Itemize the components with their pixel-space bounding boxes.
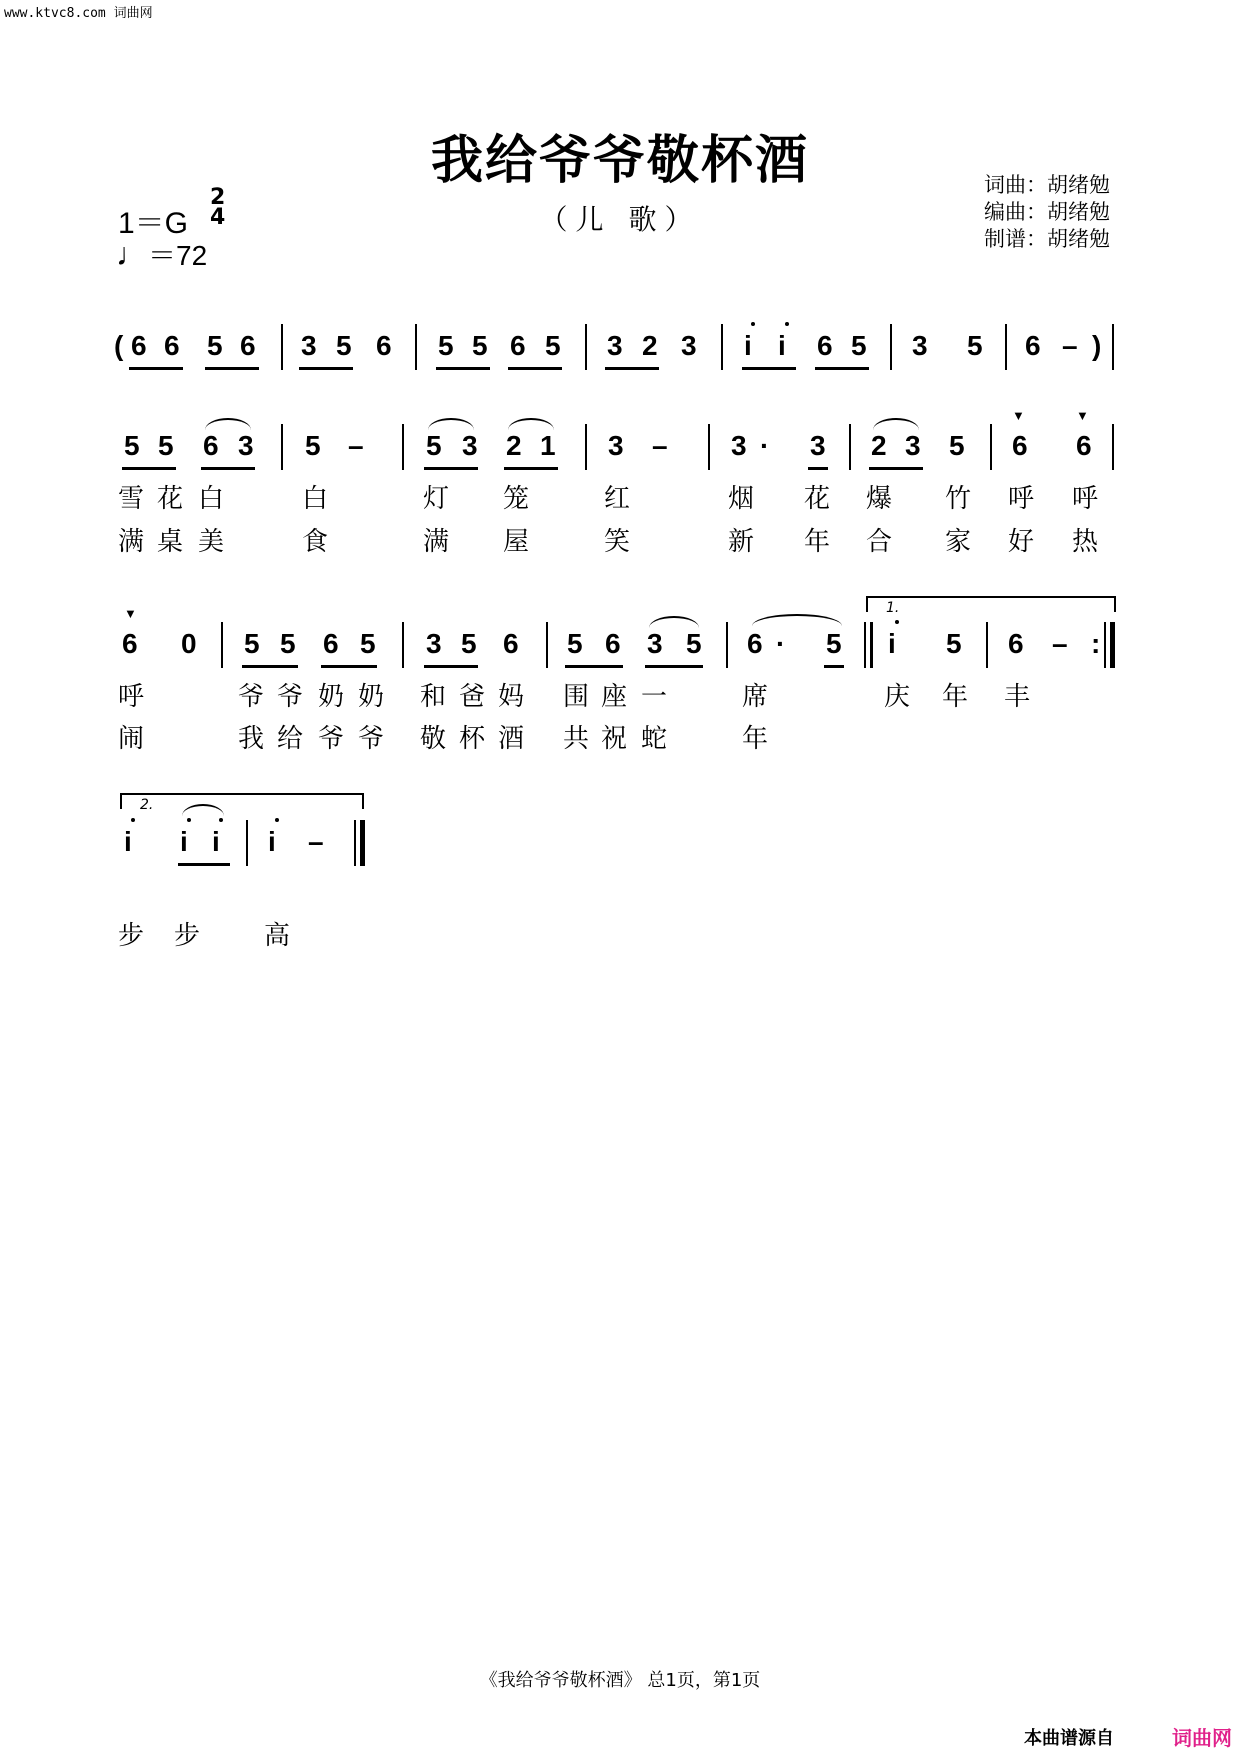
note: 5 [461,628,477,659]
dot-mark: · [776,628,786,659]
note: 5 [336,330,352,361]
rest-dash: – [1052,628,1068,659]
credit-notation: 制谱：胡绪勉 [984,227,1110,251]
note: 5 [949,430,965,461]
note: 6 [747,628,763,659]
note: 5 [438,330,454,361]
note: 3 [905,430,921,461]
accent-icon: ▼ [1012,408,1025,423]
note: 6 [1076,430,1092,461]
time-signature [210,185,226,230]
note: 5 [244,628,260,659]
note: 5 [545,330,561,361]
note: 5 [207,330,223,361]
site-watermark: www.ktvc8.com 词曲网 [4,6,153,21]
note: 3 [462,430,478,461]
note: 6 [817,330,833,361]
note: 5 [967,330,983,361]
note: 5 [946,628,962,659]
notation-line-1 [0,330,1240,390]
note: 5 [158,430,174,461]
subtitle: （儿 歌） [539,203,701,236]
time-signature-top: 2 [210,185,226,210]
note: 3 [731,430,747,461]
note: 6 [203,430,219,461]
credits [984,172,1110,253]
note: 2 [871,430,887,461]
note: 5 [472,330,488,361]
note: i [180,826,188,857]
note: 3 [426,628,442,659]
note: 3 [608,430,624,461]
note: 6 [605,628,621,659]
note: 6 [503,628,519,659]
note: 5 [124,430,140,461]
note: 5 [567,628,583,659]
note: 5 [851,330,867,361]
page-footer: 《我给爷爷敬杯酒》 总1页，第1页 [479,1670,761,1691]
rest-dash: – [308,826,324,857]
note: 3 [681,330,697,361]
note: 1 [540,430,556,461]
notation-line-4 [0,826,1240,886]
bracket-open: ( [114,330,124,361]
note: 6 [1025,330,1041,361]
note: 6 [122,628,138,659]
note: 5 [360,628,376,659]
note: 3 [647,628,663,659]
source-label: 本曲谱源自 [1024,1728,1114,1749]
note: i [124,826,132,857]
credit-lyrics: 词曲：胡绪勉 [984,173,1110,197]
rest: 0 [181,628,197,659]
note: 6 [376,330,392,361]
note: 3 [238,430,254,461]
quarter-note-icon: ♩ [116,236,148,272]
accent-icon: ▼ [124,606,137,621]
rest-dash: – [1062,330,1078,361]
accent-icon: ▼ [1076,408,1089,423]
dot-mark: · [760,430,770,461]
note: 5 [426,430,442,461]
credit-arrange: 编曲：胡绪勉 [984,200,1110,224]
note: 6 [510,330,526,361]
note: 2 [642,330,658,361]
note: 5 [305,430,321,461]
key-signature: 1＝G [118,207,189,240]
note: 6 [1012,430,1028,461]
rest-dash: – [348,430,364,461]
repeat-sign: : [1091,628,1101,659]
time-signature-bottom: 4 [210,205,226,230]
note: i [212,826,220,857]
note: 5 [826,628,842,659]
volta-1: 1. [866,596,1116,612]
note: 6 [323,628,339,659]
note: 3 [810,430,826,461]
volta-2: 2. [120,793,364,809]
tempo-marking [116,234,207,274]
note: 5 [686,628,702,659]
note: i [888,628,896,659]
note: i [778,330,786,361]
note: 6 [164,330,180,361]
note: 5 [280,628,296,659]
tempo-value: ＝72 [148,240,208,271]
note: i [744,330,752,361]
note: 3 [301,330,317,361]
note: 3 [607,330,623,361]
note: 6 [240,330,256,361]
page-title: 我给爷爷敬杯酒 [430,131,809,191]
note: 6 [1008,628,1024,659]
note: 3 [912,330,928,361]
bracket-close: ) [1092,330,1102,361]
note: 2 [506,430,522,461]
rest-dash: – [652,430,668,461]
note: i [268,826,276,857]
note: 6 [131,330,147,361]
brand-logo[interactable]: 词曲网 [1172,1726,1232,1750]
